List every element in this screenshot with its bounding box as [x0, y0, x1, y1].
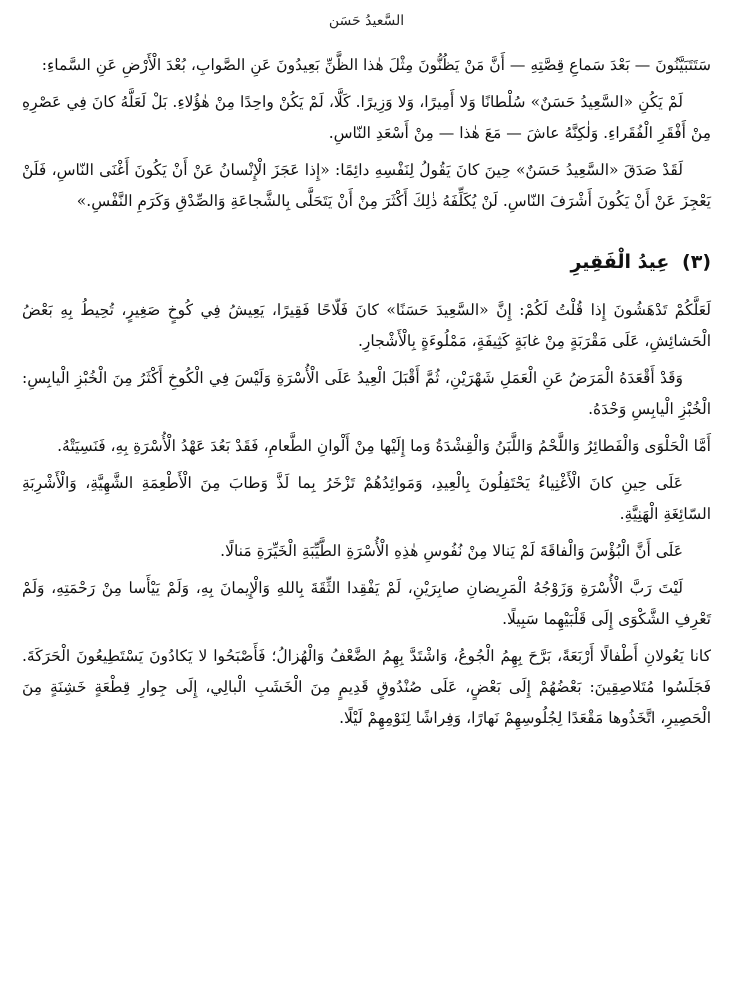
running-header: السَّعيدُ حَسَن — [328, 13, 405, 29]
paragraph: لَقَدْ صَدَقَ «السَّعِيدُ حَسَنٌ» حِينَ كانَ يَقُولُ لِنَفْسِهِ دائِمًا: «إِذا عَجَزَ الْإِنْسانُ عَنْ أَنْ يَكُونَ أَغْنَى النّاسِ، فَلَنْ يَعْجِزَ عَنْ أَنْ يَكُونَ أَشْرَفَ النّاسِ. لَنْ يُكَلِّفَهُ ذٰلِكَ أَكْثَرَ مِنْ أَنْ يَتَحَلَّى بِالشَّجاعَةِ وَالصِّدْقِ وَكَرَمِ النَّفْسِ.» — [22, 161, 711, 210]
paragraph: عَلَى أَنَّ الْبُؤْسَ وَالْفاقَةَ لَمْ يَنالا مِنْ نُفُوسِ هٰذِهِ الْأُسْرَةِ الطَّيِّبَةِ الْخَيِّرَةِ مَنالًا. — [220, 542, 683, 560]
paragraph: لَيْتَ رَبَّ الْأُسْرَةِ وَزَوْجُهُ الْمَرِيضانِ صابِرَيْنِ، لَمْ يَفْقِدا الثِّقَةَ بِاللهِ وَالْإِيمانَ بِهِ، وَلَمْ يَيْأَسا مِنْ رَحْمَتِهِ، وَلَمْ تَعْرِفِ الشَّكْوَى إِلَى قَلْبَيْهِما سَبِيلًا. — [22, 579, 711, 628]
paragraph: كانا يَعُولانِ أَطْفالًا أَرْبَعَةً، بَرَّحَ بِهِمُ الْجُوعُ، وَاشْتَدَّ بِهِمُ الضَّعْفُ وَالْهُزالُ؛ فَأَصْبَحُوا لا يَكادُونَ يَسْتَطِيعُونَ الْحَرَكَةَ. فَجَلَسُوا مُتَلاصِقِينَ: بَعْضُهُمْ إِلَى بَعْضٍ، عَلَى صُنْدُوقٍ قَدِيمٍ مِنَ الْخَشَبِ الْبالِي، إِلَى جِوارِ قِطْعَةٍ خَشِنَةٍ مِنَ الْحَصِيرِ، اتَّخَذُوها مَقْعَدًا لِجُلُوسِهِمْ نَهارًا، وَفِراشًا لِنَوْمِهِمْ لَيْلًا. — [22, 647, 711, 727]
paragraph: أَمَّا الْحَلْوَى وَالْفَطائِرُ وَاللَّحْمُ وَاللَّبَنُ وَالْقِشْدَةُ وَما إِلَيْها مِنْ أَلْوانِ الطَّعامِ، فَقَدْ بَعُدَ عَهْدُ الْأُسْرَةِ بِهِ، فَنَسِيَتْهُ. — [57, 437, 711, 455]
section-heading — [22, 247, 711, 277]
section-title: عِيدُ الْفَقِيرِ — [570, 251, 670, 273]
paragraph: سَتَتَبَيَّنُونَ — بَعْدَ سَماعِ قِصَّتِهِ — أَنَّ مَنْ يَظُنُّونَ مِثْلَ هٰذا الظَّنِّ بَعِيدُونَ عَنِ الصَّوابِ، بُعْدَ الْأَرْضِ عَنِ السَّماءِ: — [41, 56, 711, 74]
section-number: (٣) — [682, 251, 711, 273]
paragraph: لَمْ يَكُنِ «السَّعِيدُ حَسَنٌ» سُلْطانًا وَلا أَمِيرًا، وَلا وَزِيرًا. كَلَّا، لَمْ يَكُنْ واحِدًا مِنْ هٰؤُلاءِ. بَلْ لَعَلَّهُ كانَ فِي عَصْرِهِ مِنْ أَفْقَرِ الْفُقَراءِ. وَلٰكِنَّهُ عاشَ — مَعَ هٰذا — مِنْ أَسْعَدِ النّاسِ. — [22, 93, 711, 142]
paragraph: لَعَلَّكُمْ تَدْهَشُونَ إِذا قُلْتُ لَكُمْ: إِنَّ «السَّعِيدَ حَسَنًا» كانَ فَلّاحًا فَقِيرًا، يَعِيشُ فِي كُوخٍ صَغِيرٍ، تُحِيطُ بِهِ بَعْضُ الْحَشائِشِ، عَلَى مَقْرَبَةٍ مِنْ غابَةٍ كَثِيفَةٍ، مَمْلُوءَةٍ بِالْأَشْجارِ. — [22, 301, 711, 350]
paragraph: عَلَى حِينِ كانَ الْأَغْنِياءُ يَحْتَفِلُونَ بِالْعِيدِ، وَمَوائِدُهُمْ تَزْخَرُ بِما لَذَّ وَطابَ مِنَ الْأَطْعِمَةِ الشَّهِيَّةِ، وَالْأَشْرِبَةِ السّائِغَةِ الْهَنِيَّةِ. — [22, 474, 711, 523]
paragraph: وَقَدْ أَقْعَدَهُ الْمَرَضُ عَنِ الْعَمَلِ شَهْرَيْنِ، ثُمَّ أَقْبَلَ الْعِيدُ عَلَى الْأُسْرَةِ وَلَيْسَ فِي الْكُوخِ أَكْثَرُ مِنَ الْخُبْزِ الْيابِسِ: الْخُبْزِ الْيابِسِ وَحْدَهُ. — [22, 369, 711, 418]
